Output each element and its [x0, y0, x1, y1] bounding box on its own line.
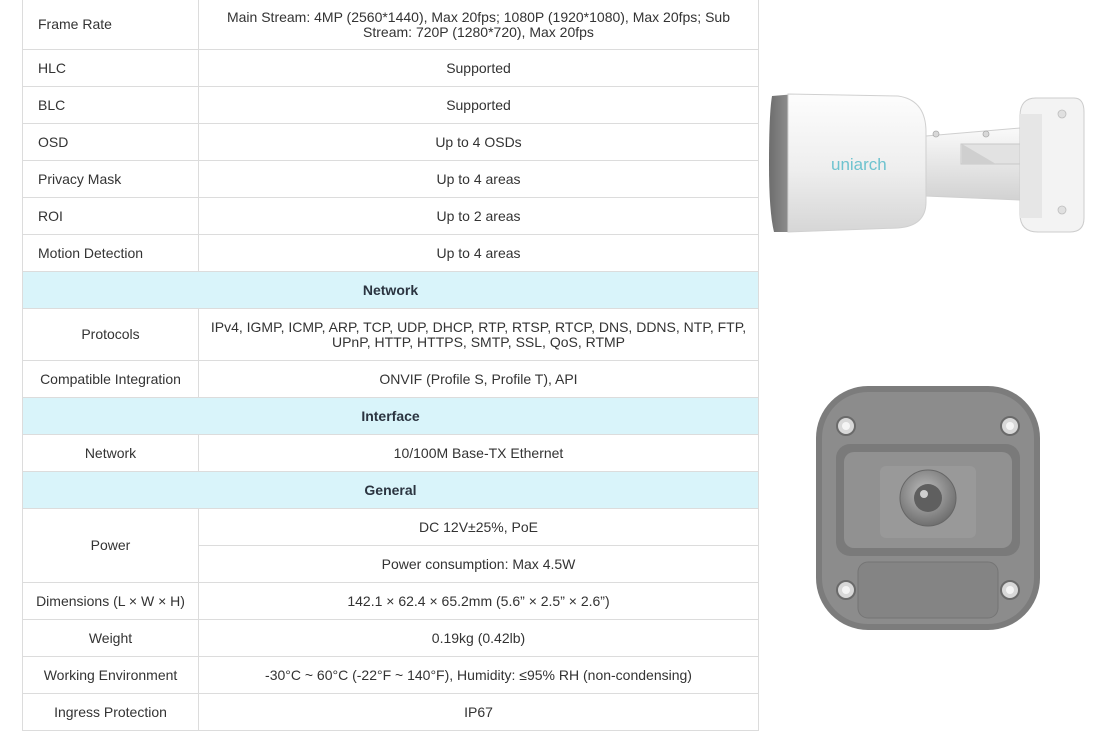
bullet-camera-back-icon — [812, 382, 1044, 634]
spec-value: ONVIF (Profile S, Profile T), API — [199, 361, 759, 398]
brand-logo: uniarch — [831, 155, 887, 174]
spec-label: Power — [23, 509, 199, 583]
spec-value: Up to 4 OSDs — [199, 124, 759, 161]
spec-row-hlc — [23, 50, 759, 87]
spec-value: -30°C ~ 60°C (-22°F ~ 140°F), Humidity: ≤95% RH (non-condensing) — [199, 657, 759, 694]
spec-table — [22, 0, 759, 731]
spec-value: Up to 2 areas — [199, 198, 759, 235]
spec-row-privacy-mask — [23, 161, 759, 198]
spec-value: Up to 4 areas — [199, 161, 759, 198]
spec-row-osd — [23, 124, 759, 161]
bullet-camera-side-icon — [766, 92, 1088, 238]
spec-row-ingress-protection — [23, 694, 759, 731]
spec-row-motion-detection — [23, 235, 759, 272]
spec-row-roi — [23, 198, 759, 235]
camera-side-view-image — [766, 92, 1088, 243]
spec-label: Network — [23, 435, 199, 472]
spec-value: Up to 4 areas — [199, 235, 759, 272]
spec-label: ROI — [23, 198, 199, 235]
spec-label: Weight — [23, 620, 199, 657]
spec-label: Frame Rate — [23, 0, 199, 50]
spec-value: DC 12V±25%, PoE — [199, 509, 759, 546]
spec-value: 10/100M Base-TX Ethernet — [199, 435, 759, 472]
spec-label: Privacy Mask — [23, 161, 199, 198]
spec-label: Compatible Integration — [23, 361, 199, 398]
spec-value: Supported — [199, 50, 759, 87]
spec-value: Supported — [199, 87, 759, 124]
spec-value: Power consumption: Max 4.5W — [199, 546, 759, 583]
spec-row-protocols — [23, 309, 759, 361]
spec-label: BLC — [23, 87, 199, 124]
spec-row-power — [23, 509, 759, 546]
spec-row-working-environment — [23, 657, 759, 694]
spec-row-compatible-integration — [23, 361, 759, 398]
spec-value: IP67 — [199, 694, 759, 731]
spec-row-dimensions — [23, 583, 759, 620]
section-header-interface — [23, 398, 759, 435]
spec-row-frame-rate — [23, 0, 759, 50]
section-title: Interface — [23, 398, 759, 435]
section-title: Network — [23, 272, 759, 309]
spec-value: IPv4, IGMP, ICMP, ARP, TCP, UDP, DHCP, RTP, RTSP, RTCP, DNS, DDNS, NTP, FTP, UPnP, HTTP, HTTPS, SMTP, SSL, QoS, RTMP — [199, 309, 759, 361]
section-title: General — [23, 472, 759, 509]
spec-row-weight — [23, 620, 759, 657]
spec-value: Main Stream: 4MP (2560*1440), Max 20fps; 1080P (1920*1080), Max 20fps; Sub Stream: 720P (1280*720), Max 20fps — [199, 0, 759, 50]
spec-label: HLC — [23, 50, 199, 87]
spec-label: OSD — [23, 124, 199, 161]
spec-value: 0.19kg (0.42lb) — [199, 620, 759, 657]
section-header-general — [23, 472, 759, 509]
spec-label: Ingress Protection — [23, 694, 199, 731]
camera-back-view-image — [812, 382, 1044, 639]
spec-label: Dimensions (L × W × H) — [23, 583, 199, 620]
spec-label: Motion Detection — [23, 235, 199, 272]
spec-row-blc — [23, 87, 759, 124]
spec-row-interface-network — [23, 435, 759, 472]
spec-label: Protocols — [23, 309, 199, 361]
spec-label: Working Environment — [23, 657, 199, 694]
spec-value: 142.1 × 62.4 × 65.2mm (5.6” × 2.5” × 2.6”) — [199, 583, 759, 620]
section-header-network — [23, 272, 759, 309]
